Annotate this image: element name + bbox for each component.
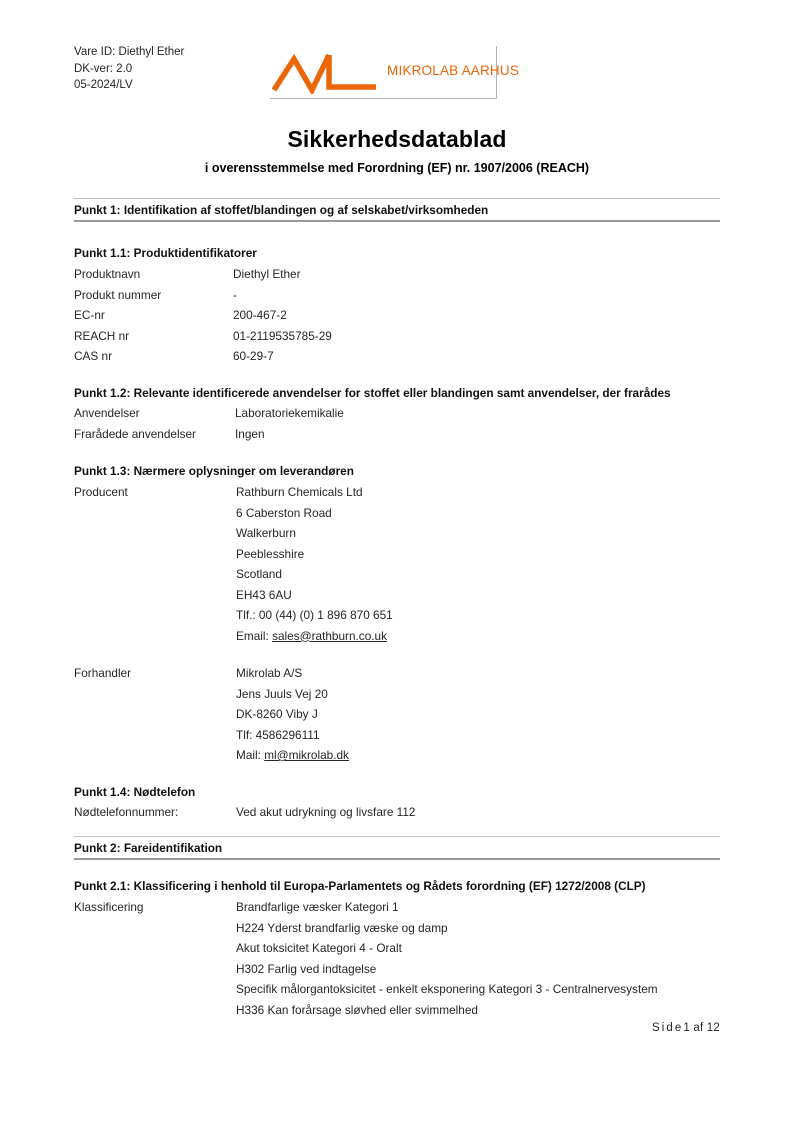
row-label: Klassificering [74, 900, 144, 914]
meta-vare-id: Vare ID: Diethyl Ether [74, 46, 185, 58]
table-row [74, 962, 734, 983]
email-prefix: Email: [236, 628, 273, 643]
producer-email-link[interactable]: sales@rathburn.co.uk [272, 628, 387, 643]
section-1-title: Punkt 1: Identifikation af stoffet/blandingen og af selskabet/virksomheden [74, 203, 489, 217]
section-1-header [74, 198, 720, 222]
subsection-1-1-heading: Punkt 1.1: Produktidentifikatorer [74, 246, 257, 260]
row-value: DK-8260 Viby J [236, 707, 318, 721]
table-row [74, 506, 734, 527]
company-logo [270, 46, 520, 99]
table-row [74, 982, 734, 1003]
row-value: H302 Farlig ved indtagelse [236, 961, 377, 976]
row-value: Ved akut udrykning og livsfare 112 [236, 805, 416, 819]
company-name: MIKROLAB AARHUS [387, 63, 520, 78]
row-value: Scotland [236, 567, 282, 581]
mikrolab-m-logo-icon [272, 50, 380, 94]
table-row [74, 921, 734, 942]
table-row [74, 288, 734, 309]
row-value: Tlf: 4586296111 [236, 727, 320, 742]
table-row [74, 427, 734, 448]
row-label: Anvendelser [74, 406, 140, 420]
row-label: EC-nr [74, 308, 105, 322]
table-row [74, 526, 734, 547]
table-row [74, 329, 734, 350]
footer-side-label: Side [652, 1022, 684, 1034]
subsection-1-3-heading: Punkt 1.3: Nærmere oplysninger om leverandøren [74, 464, 354, 478]
table-row [74, 1003, 734, 1024]
meta-date-initials: 05-2024/LV [74, 79, 133, 91]
row-label: Produktnavn [74, 267, 141, 281]
section-2-header [74, 836, 720, 860]
row-value: EH43 6AU [236, 587, 292, 602]
table-row [74, 547, 734, 568]
document-header [74, 44, 720, 104]
product-meta-block [74, 44, 184, 94]
subsection-1-4-heading: Punkt 1.4: Nødtelefon [74, 785, 196, 799]
row-label: CAS nr [74, 349, 113, 363]
table-row [74, 728, 734, 749]
row-value: Brandfarlige væsker Kategori 1 [236, 900, 399, 914]
table-row [74, 608, 734, 629]
row-value: Peeblesshire [236, 546, 305, 561]
row-label: REACH nr [74, 328, 130, 343]
page-subtitle: i overensstemmelse med Forordning (EF) nr. 1907/2006 (REACH) [204, 161, 590, 175]
row-value: 60-29-7 [233, 349, 274, 363]
table-row [74, 485, 734, 506]
subsection-2-1-heading: Punkt 2.1: Klassificering i henhold til Europa-Parlamentets og Rådets forordning (EF) 1272/2008 (CLP) [74, 879, 646, 893]
table-row [74, 629, 734, 650]
row-value: Mikrolab A/S [236, 666, 303, 680]
table-row [74, 406, 734, 427]
table-row [74, 805, 734, 826]
row-value: H336 Kan forårsage sløvhed eller svimmelhed [236, 1002, 478, 1017]
table-row [74, 941, 734, 962]
row-value: 6 Caberston Road [236, 505, 332, 520]
table-row [74, 900, 734, 921]
row-value: Tlf.: 00 (44) (0) 1 896 870 651 [236, 608, 393, 622]
email-prefix: Mail: [236, 748, 265, 762]
meta-dk-version: DK-ver: 2.0 [74, 62, 133, 75]
row-value: 01-2119535785-29 [233, 328, 332, 343]
table-row [74, 308, 734, 329]
row-label: Producent [74, 485, 128, 499]
row-value: Akut toksicitet Kategori 4 - Oralt [236, 941, 402, 955]
row-value: Laboratoriekemikalie [235, 406, 344, 420]
row-value: Rathburn Chemicals Ltd [236, 485, 363, 499]
row-value: Ingen [235, 427, 265, 441]
table-row [74, 707, 734, 728]
table-row [74, 687, 734, 708]
table-row [74, 748, 734, 769]
table-row [74, 349, 734, 370]
row-label: Nødtelefonnummer: [74, 805, 179, 819]
footer-page-number: 1 af 12 [683, 1022, 720, 1034]
row-value: Specifik målorgantoksicitet - enkelt eksponering Kategori 3 - Centralnervesystem [236, 982, 658, 996]
table-row [74, 666, 734, 687]
page-title: Sikkerhedsdatablad [287, 126, 507, 152]
row-label: Forhandler [74, 666, 132, 680]
section-2-title: Punkt 2: Fareidentifikation [74, 841, 223, 855]
producer-email-row [236, 629, 387, 643]
row-label: Produkt nummer [74, 287, 162, 302]
table-row [74, 588, 734, 609]
page-footer [74, 1022, 720, 1034]
table-row [74, 267, 734, 288]
dealer-email-row [236, 748, 349, 762]
row-value: Walkerburn [236, 526, 296, 540]
dealer-email-link[interactable]: ml@mikrolab.dk [264, 748, 349, 762]
row-value: 200-467-2 [233, 308, 287, 322]
subsection-1-2-heading: Punkt 1.2: Relevante identificerede anvendelser for stoffet eller blandingen samt anvendelser, der frarådes [74, 386, 671, 400]
row-label: Frarådede anvendelser [74, 427, 196, 441]
row-value: Jens Juuls Vej 20 [236, 686, 328, 701]
row-value: Diethyl Ether [233, 267, 301, 281]
table-row [74, 567, 734, 588]
row-value: - [233, 287, 237, 302]
row-value: H224 Yderst brandfarlig væske og damp [236, 920, 448, 935]
